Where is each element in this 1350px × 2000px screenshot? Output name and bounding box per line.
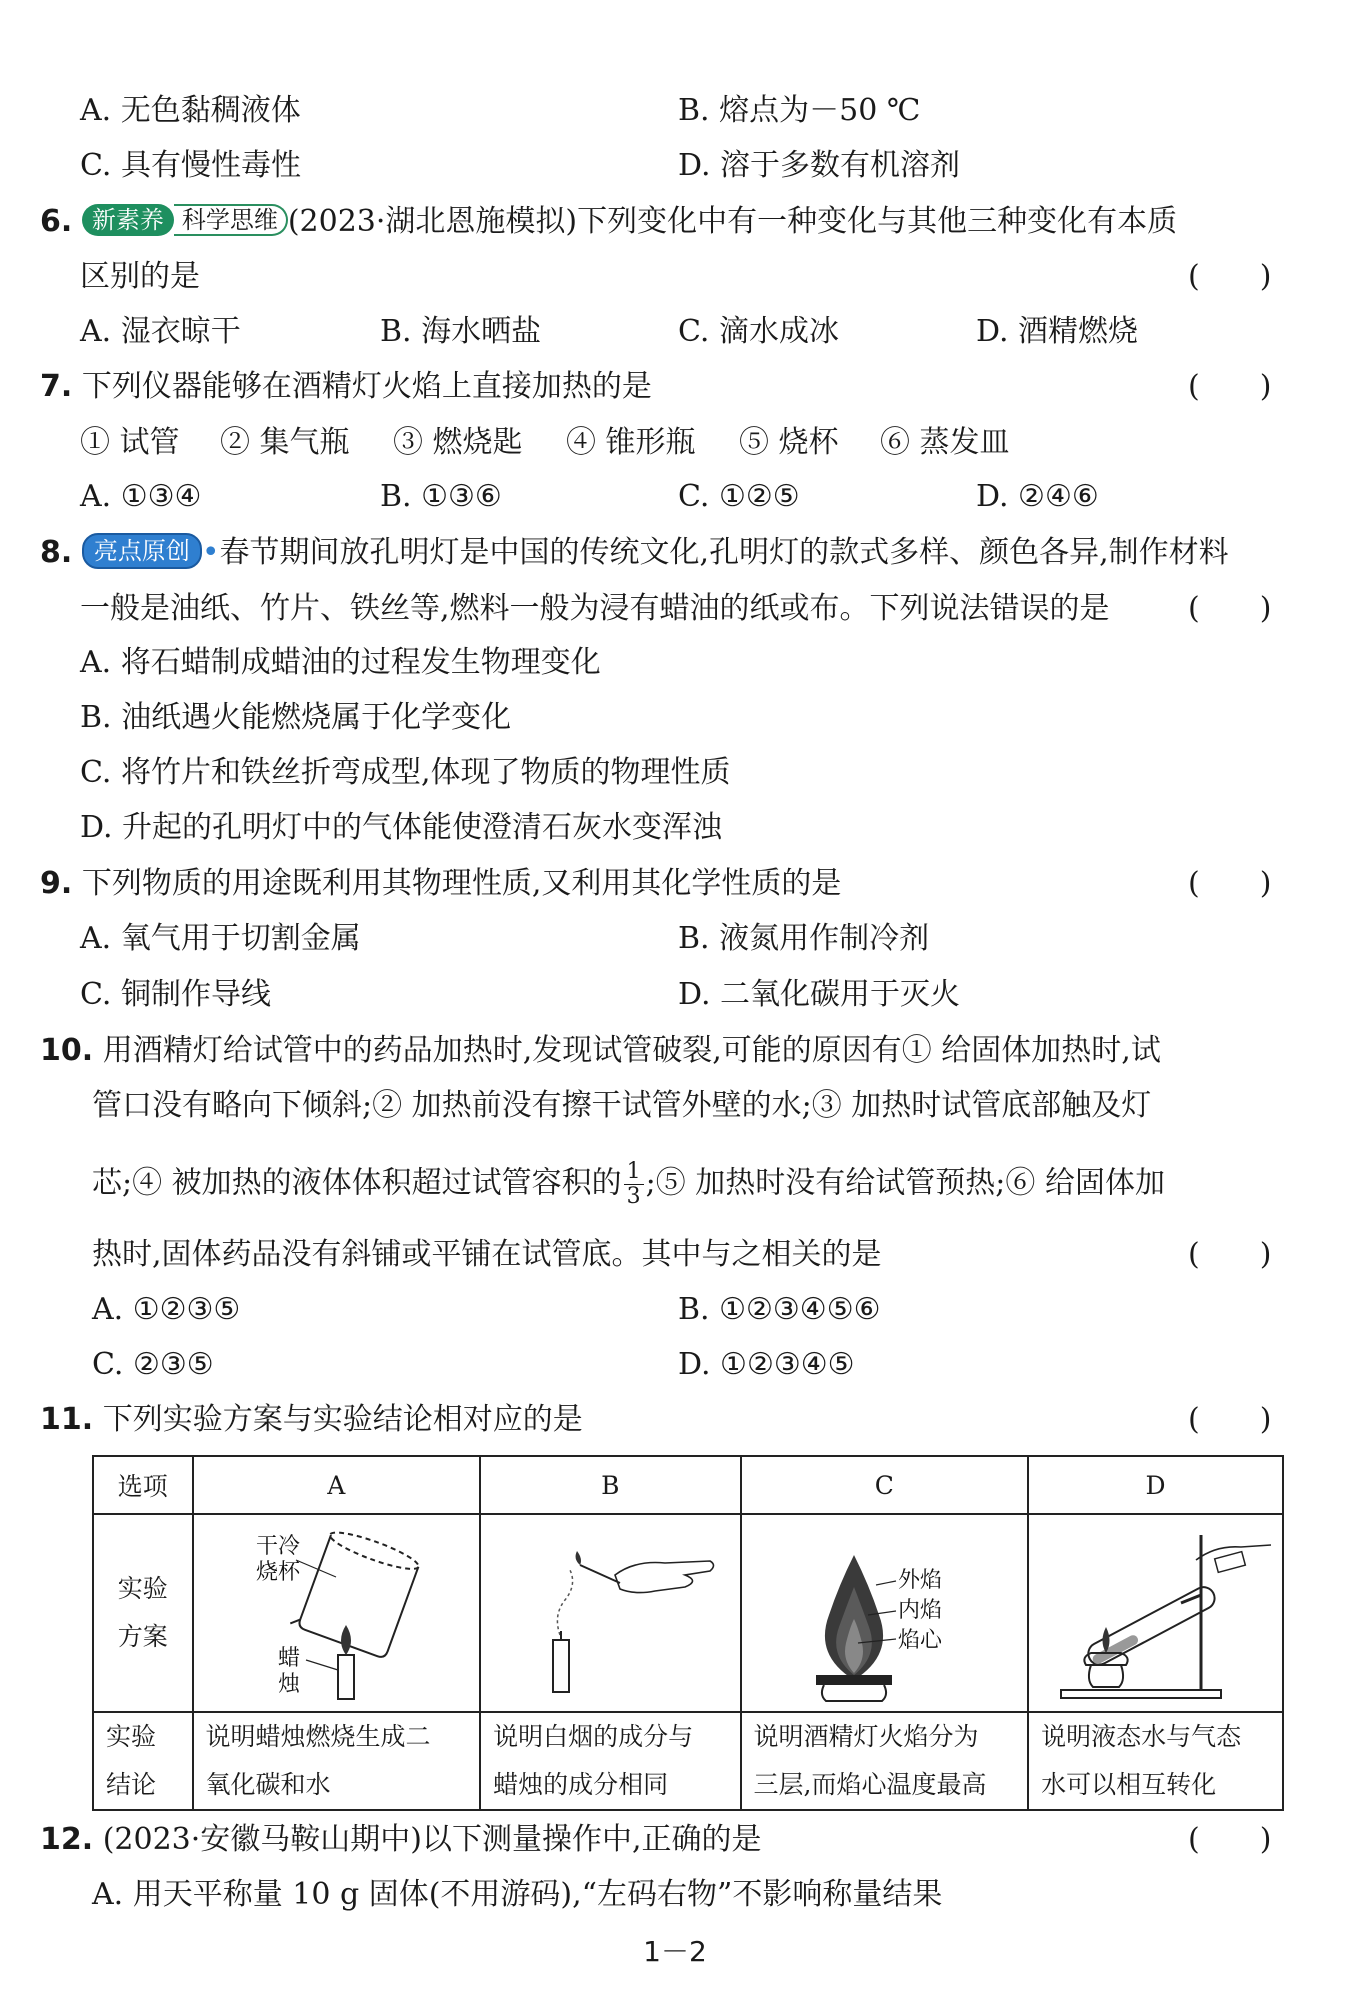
question-6-line1 (40, 202, 1177, 242)
scientific-thinking-tag: 科学思维 (174, 204, 288, 236)
q7-item-4: ④ 锥形瓶 (566, 425, 696, 460)
question-6-line2: 区别的是 (80, 259, 200, 294)
q8-option-c: C. 将竹片和铁丝折弯成型,体现了物质的物理性质 (80, 755, 731, 790)
question-number: 7. (40, 369, 73, 404)
question-10-line2: 管口没有略向下倾斜;② 加热前没有擦干试管外壁的水;③ 加热时试管底部触及灯 (92, 1088, 1152, 1123)
new-literacy-tag: 新素养 (82, 204, 174, 236)
answer-blank[interactable]: ( ) (1188, 369, 1272, 404)
experiment-table (92, 1455, 1284, 1811)
question-8-line1: 8. 亮点原创 •春节期间放孔明灯是中国的传统文化,孔明灯的款式多样、颜色各异,制作材料 (40, 535, 1229, 570)
q7-option-c: C. ①②⑤ (678, 479, 800, 514)
q8-option-d: D. 升起的孔明灯中的气体能使澄清石灰水变浑浊 (80, 810, 723, 845)
q6-option-b: B. 海水晒盐 (380, 314, 542, 349)
diagram-d-cell (1028, 1514, 1283, 1712)
q6-option-d: D. 酒精燃烧 (976, 314, 1139, 349)
question-number: 11. (40, 1402, 94, 1437)
diagram-b-cell (480, 1514, 740, 1712)
label-dry-cold: 干冷 (256, 1534, 301, 1559)
question-number: 6. (40, 204, 73, 239)
diagram-c-cell (741, 1514, 1029, 1712)
answer-blank[interactable]: ( ) (1188, 1237, 1272, 1272)
table-header-b: B (480, 1456, 740, 1514)
q10-option-b: B. ①②③④⑤⑥ (678, 1292, 881, 1327)
question-number: 12. (40, 1822, 94, 1857)
question-9-line1 (40, 864, 841, 904)
table-header-d: D (1028, 1456, 1283, 1514)
q7-item-5: ⑤ 烧杯 (739, 425, 839, 460)
question-10-line4: 热时,固体药品没有斜铺或平铺在试管底。其中与之相关的是 (92, 1237, 882, 1272)
question-stem: (2023·湖北恩施模拟)下列变化中有一种变化与其他三种变化有本质 (287, 204, 1178, 239)
q8-option-b: B. 油纸遇火能燃烧属于化学变化 (80, 700, 512, 735)
question-10-line3: 芯;④ 被加热的液体体积超过试管容积的 $\frac{1}{3}$ ;⑤ 加热时没有给试管预热;⑥ 给固体加 (92, 1159, 1165, 1209)
table-header-a: A (193, 1456, 481, 1514)
question-stem: (2023·安徽马鞍山期中)以下测量操作中,正确的是 (102, 1822, 762, 1857)
label-outer-flame: 外焰 (898, 1568, 943, 1593)
q7-option-d: D. ②④⑥ (976, 479, 1099, 514)
question-10-line1 (40, 1031, 1161, 1071)
question-7-line1 (40, 367, 652, 407)
question-8-line2: 一般是油纸、竹片、铁丝等,燃料一般为浸有蜡油的纸或布。下列说法错误的是 (80, 591, 1110, 626)
q5-option-a: A. 无色黏稠液体 (80, 93, 301, 128)
heating-test-tube-diagram (1031, 1515, 1281, 1705)
q7-item-1: ① 试管 (80, 425, 180, 460)
label-flame-core: 焰心 (898, 1628, 943, 1653)
q7-item-2: ② 集气瓶 (220, 425, 350, 460)
conclusion-c: 说明酒精灯火焰分为 三层,而焰心温度最高 (741, 1712, 1029, 1810)
question-stem: 下列仪器能够在酒精灯火焰上直接加热的是 (81, 369, 652, 404)
q8-option-a: A. 将石蜡制成蜡油的过程发生物理变化 (80, 645, 601, 680)
row-head-plan: 实验 方案 (93, 1514, 193, 1712)
q9-option-b: B. 液氮用作制冷剂 (678, 921, 930, 956)
table-header-c: C (741, 1456, 1029, 1514)
q12-option-a: A. 用天平称量 10 g 固体(不用游码),“左码右物”不影响称量结果 (92, 1877, 943, 1912)
conclusion-a: 说明蜡烛燃烧生成二 氧化碳和水 (193, 1712, 481, 1810)
question-stem: 春节期间放孔明灯是中国的传统文化,孔明灯的款式多样、颜色各异,制作材料 (219, 535, 1229, 570)
answer-blank[interactable]: ( ) (1188, 591, 1272, 626)
q7-option-b: B. ①③⑥ (380, 479, 502, 514)
question-number: 9. (40, 866, 73, 901)
lighting-white-smoke-diagram (485, 1515, 735, 1705)
q10-option-d: D. ①②③④⑤ (678, 1347, 855, 1382)
row-head-conclusion: 实验 结论 (93, 1712, 193, 1810)
table-header-option: 选项 (93, 1456, 193, 1514)
label-inner-flame: 内焰 (898, 1598, 943, 1623)
question-11-line1 (40, 1400, 583, 1440)
label-wax: 蜡 (278, 1646, 301, 1671)
diagram-a-cell (193, 1514, 481, 1712)
answer-blank[interactable]: ( ) (1188, 259, 1272, 294)
answer-blank[interactable]: ( ) (1188, 1822, 1272, 1857)
q5-option-c: C. 具有慢性毒性 (80, 148, 301, 183)
q10-option-c: C. ②③⑤ (92, 1347, 214, 1382)
q6-option-c: C. 滴水成冰 (678, 314, 839, 349)
question-stem: 用酒精灯给试管中的药品加热时,发现试管破裂,可能的原因有① 给固体加热时,试 (102, 1033, 1161, 1068)
answer-blank[interactable]: ( ) (1188, 866, 1272, 901)
cold-beaker-over-candle-diagram (196, 1515, 476, 1705)
label-beaker: 烧杯 (256, 1560, 301, 1585)
question-12-line1 (40, 1820, 762, 1860)
q5-option-d: D. 溶于多数有机溶剂 (678, 148, 961, 183)
original-highlight-tag: 亮点原创 (82, 533, 202, 569)
conclusion-d: 说明液态水与气态 水可以相互转化 (1028, 1712, 1283, 1810)
q6-option-a: A. 湿衣晾干 (80, 314, 241, 349)
page-number: 1－2 (643, 1935, 707, 1968)
q7-item-3: ③ 燃烧匙 (393, 425, 523, 460)
q7-item-6: ⑥ 蒸发皿 (880, 425, 1010, 460)
label-candle: 烛 (278, 1672, 301, 1697)
q9-option-a: A. 氧气用于切割金属 (80, 921, 361, 956)
q9-option-c: C. 铜制作导线 (80, 977, 271, 1012)
conclusion-b: 说明白烟的成分与 蜡烛的成分相同 (480, 1712, 740, 1810)
question-stem: 下列实验方案与实验结论相对应的是 (102, 1402, 583, 1437)
alcohol-lamp-flame-layers-diagram (744, 1515, 1024, 1705)
q5-option-b: B. 熔点为－50 ℃ (678, 93, 921, 128)
q9-option-d: D. 二氧化碳用于灭火 (678, 977, 961, 1012)
question-number: 8. (40, 535, 73, 570)
q10-option-a: A. ①②③⑤ (92, 1292, 241, 1327)
answer-blank[interactable]: ( ) (1188, 1402, 1272, 1437)
question-number: 10. (40, 1033, 94, 1068)
question-stem: 下列物质的用途既利用其物理性质,又利用其化学性质的是 (81, 866, 842, 901)
q7-option-a: A. ①③④ (80, 479, 202, 514)
fraction-one-third: $\frac{1}{3}$ (624, 1160, 644, 1209)
